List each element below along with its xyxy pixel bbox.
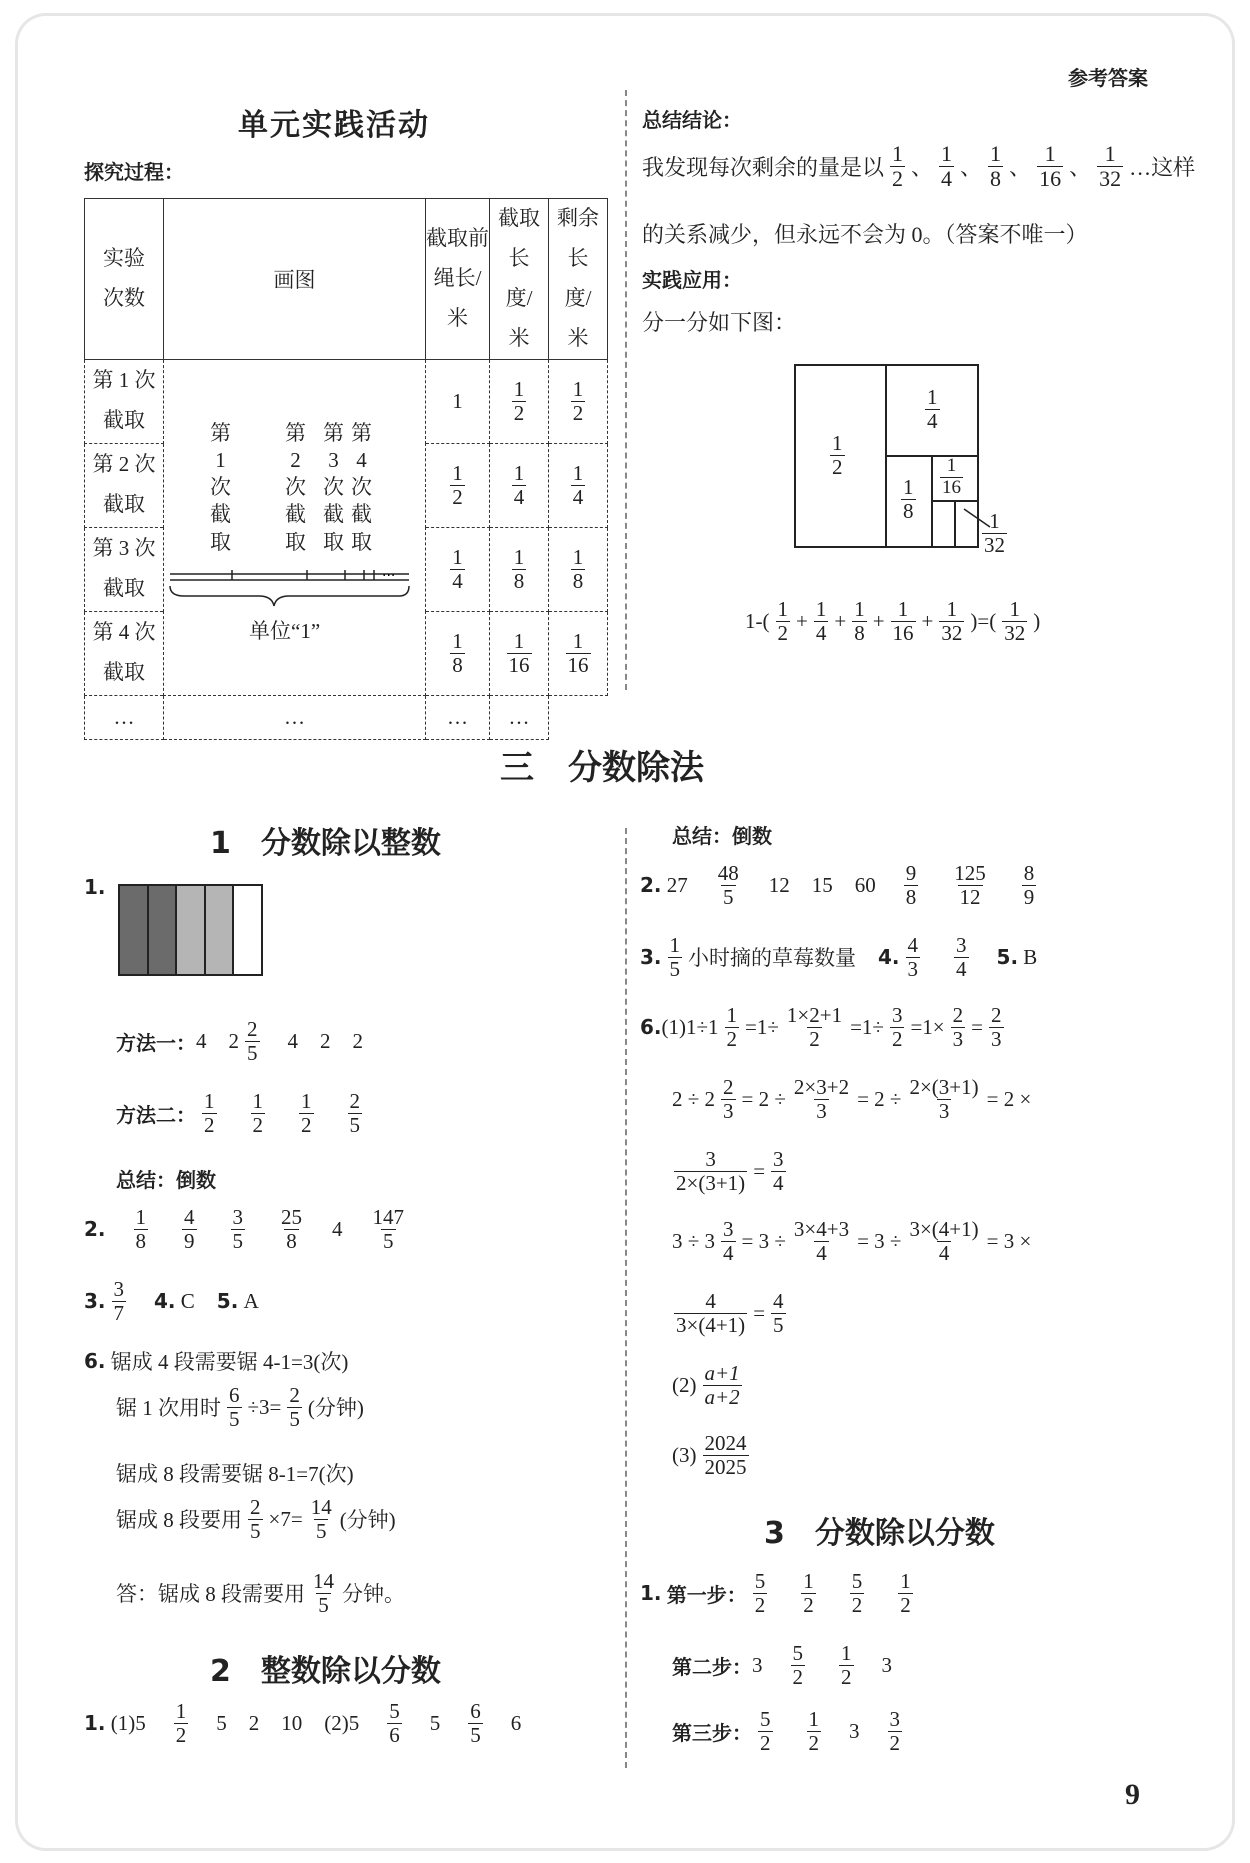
conclusion-line-1: 我发现每次剩余的量是以 $\frac{1}{2}$ 、 $\frac{1}{4}$ 、 $\frac{1}{8}$ 、 $\frac{1}{16}$ 、 $\frac{1}{32}$ …这样	[642, 141, 1196, 191]
label-eighth: $\frac{1}{8}$	[903, 475, 914, 523]
right-summary: 总结：倒数	[672, 824, 772, 848]
section-1-title: 1 分数除以整数	[210, 826, 441, 861]
s1-q1-number: 1.	[84, 875, 106, 899]
s2-q1: 1. (1)5 $\frac{1}{2}$ 5 2 10 (2)5 $\frac{5}{6}$ 5 $\frac{6}{5}$ 6	[84, 1699, 522, 1747]
table-header: 画图	[164, 199, 426, 360]
s1-q6-line-2: 锯 1 次用时 $\frac{6}{5}$ ÷3= $\frac{2}{5}$ (分钟)	[116, 1383, 364, 1431]
answer-label: 参考答案	[1068, 66, 1148, 90]
bar-segment	[234, 886, 261, 974]
right-q6-part-2: (2) $\frac{a+1}{a+2}$	[672, 1361, 740, 1409]
label-quarter: $\frac{1}{4}$	[927, 385, 938, 433]
bar-segment	[206, 886, 235, 974]
right-q6-line-2: 2 ÷ 2 $\frac{2}{3}$ = 2 ÷ $\frac{2\times 3+2}{3}$ = 2 ÷ $\frac{2\times(3+1)}{3}$ = 2 ×	[672, 1075, 1032, 1123]
s3-step-3: 第三步： $\frac{5}{2}$ $\frac{1}{2}$ 3 $\frac{3}{2}$	[672, 1707, 900, 1755]
svg-text:···: ···	[382, 567, 396, 584]
bar-segment	[177, 886, 206, 974]
table-header: 截取长度/米	[490, 199, 549, 360]
conclusion-line-2: 的关系减少，但永远不会为 0。（答案不唯一）	[642, 222, 1088, 247]
right-q6-line-3: $\frac{3}{2\times(3+1)}$ = $\frac{3}{4}$	[676, 1147, 784, 1195]
s1-q6-line-1: 6. 锯成 4 段需要锯 4-1=3(次)	[84, 1349, 349, 1374]
table-header: 剩余长度/米	[549, 199, 608, 360]
label-thirtysecond: $\frac{1}{32}$	[984, 509, 1005, 557]
column-divider-top	[625, 90, 627, 690]
fraction-bar	[118, 884, 263, 976]
right-q6-line-1: 6. (1)1÷1 $\frac{1}{2}$ =1÷ $\frac{1\times 2+1}{2}$ =1÷ $\frac{3}{2}$ =1× $\frac{2}{3}$ = $\frac{2}{3}$	[640, 1003, 1002, 1051]
activity-title: 单元实践活动	[238, 108, 430, 143]
s1-summary: 总结：倒数	[116, 1168, 216, 1192]
section-2-title: 2 整数除以分数	[210, 1654, 441, 1689]
right-q6-part-3: (3) $\frac{2024}{2025}$	[672, 1431, 747, 1479]
method-2: 方法二： $\frac{1}{2}$ $\frac{1}{2}$ $\frac{1}{2}$ $\frac{2}{5}$	[116, 1089, 360, 1137]
experiment-table	[84, 198, 608, 740]
right-q6-line-5: $\frac{4}{3\times(4+1)}$ = $\frac{4}{5}$	[676, 1289, 784, 1337]
method-1: 方法一： 4 2 $\frac{2}{5}$ 4 2 2	[116, 1017, 363, 1065]
s1-q6-line-3: 锯成 8 段需要锯 8-1=7(次)	[116, 1462, 354, 1486]
table-row: 第 2 次截取 $\frac{1}{2}$ $\frac{1}{4}$ $\frac{1}{4}$	[85, 443, 608, 527]
square-diagram	[794, 364, 980, 548]
application-label: 实践应用：	[642, 268, 742, 292]
conclusion-label: 总结结论：	[642, 108, 742, 132]
s1-q3-q5: 3. $\frac{3}{7}$ 4. C 5. A	[84, 1277, 259, 1325]
table-row: 第 3 次截取 $\frac{1}{4}$ $\frac{1}{8}$ $\frac{1}{8}$	[85, 527, 608, 611]
right-q3-q5: 3. $\frac{1}{5}$ 小时摘的草莓数量 4. $\frac{4}{3}$ $\frac{3}{4}$ 5. B	[640, 933, 1038, 981]
bar-segment	[149, 886, 178, 974]
page-number: 9	[1125, 1778, 1140, 1811]
table-row: … … … …	[85, 695, 608, 739]
s1-q6-line-4: 锯成 8 段要用 $\frac{2}{5}$ ×7= $\frac{14}{5}$ (分钟)	[116, 1495, 396, 1543]
label-half: $\frac{1}{2}$	[832, 431, 843, 479]
label-sixteenth: $\frac{1}{16}$	[942, 455, 961, 498]
table-row: 第 1 次截取 第1次截取 第2次截取 第3次截取 第4次截取 ··· 单位“1” 1 $\frac{1}{2}$ $\frac{1}{2}$	[85, 359, 608, 443]
s1-q2: 2. $\frac{1}{8}$ $\frac{4}{9}$ $\frac{3}{5}$ $\frac{25}{8}$ 4 $\frac{147}{5}$	[84, 1205, 405, 1253]
bar-segment	[120, 886, 149, 974]
s3-step-2: 第二步： 3 $\frac{5}{2}$ $\frac{1}{2}$ 3	[672, 1641, 892, 1689]
table-row: 第 4 次截取 $\frac{1}{8}$ $\frac{1}{16}$ $\frac{1}{16}$	[85, 611, 608, 695]
table-header: 截取前绳长/米	[426, 199, 490, 360]
process-label: 探究过程：	[84, 160, 184, 184]
s3-step-1: 1. 第一步： $\frac{5}{2}$ $\frac{1}{2}$ $\frac{5}{2}$ $\frac{1}{2}$	[640, 1569, 911, 1617]
table-header: 实验次数	[85, 199, 164, 360]
right-q6-line-4: 3 ÷ 3 $\frac{3}{4}$ = 3 ÷ $\frac{3\times 4+3}{4}$ = 3 ÷ $\frac{3\times(4+1)}{4}$ = 3 ×	[672, 1217, 1032, 1265]
right-q2: 2. 27 $\frac{48}{5}$ 12 15 60 $\frac{9}{8}$ $\frac{125}{12}$ $\frac{8}{9}$	[640, 861, 1035, 909]
rope-drawing-cell	[164, 359, 426, 695]
s1-q6-answer: 答：锯成 8 段需要用 $\frac{14}{5}$ 分钟。	[116, 1569, 405, 1617]
section-3-title: 3 分数除以分数	[764, 1516, 995, 1551]
column-divider-bottom	[625, 828, 627, 1768]
application-text: 分一分如下图：	[642, 310, 797, 335]
rope-drawing: 第1次截取 第2次截取 第3次截取 第4次截取 ··· 单位“1”	[164, 360, 425, 695]
chapter-title: 三 分数除法	[500, 748, 704, 788]
sum-equation: 1-( $\frac{1}{2}$ + $\frac{1}{4}$ + $\frac{1}{8}$ + $\frac{1}{16}$ + $\frac{1}{32}$ )=( $\frac{1}{32}$ )	[745, 597, 1041, 645]
unit-label: 单位“1”	[249, 618, 321, 643]
